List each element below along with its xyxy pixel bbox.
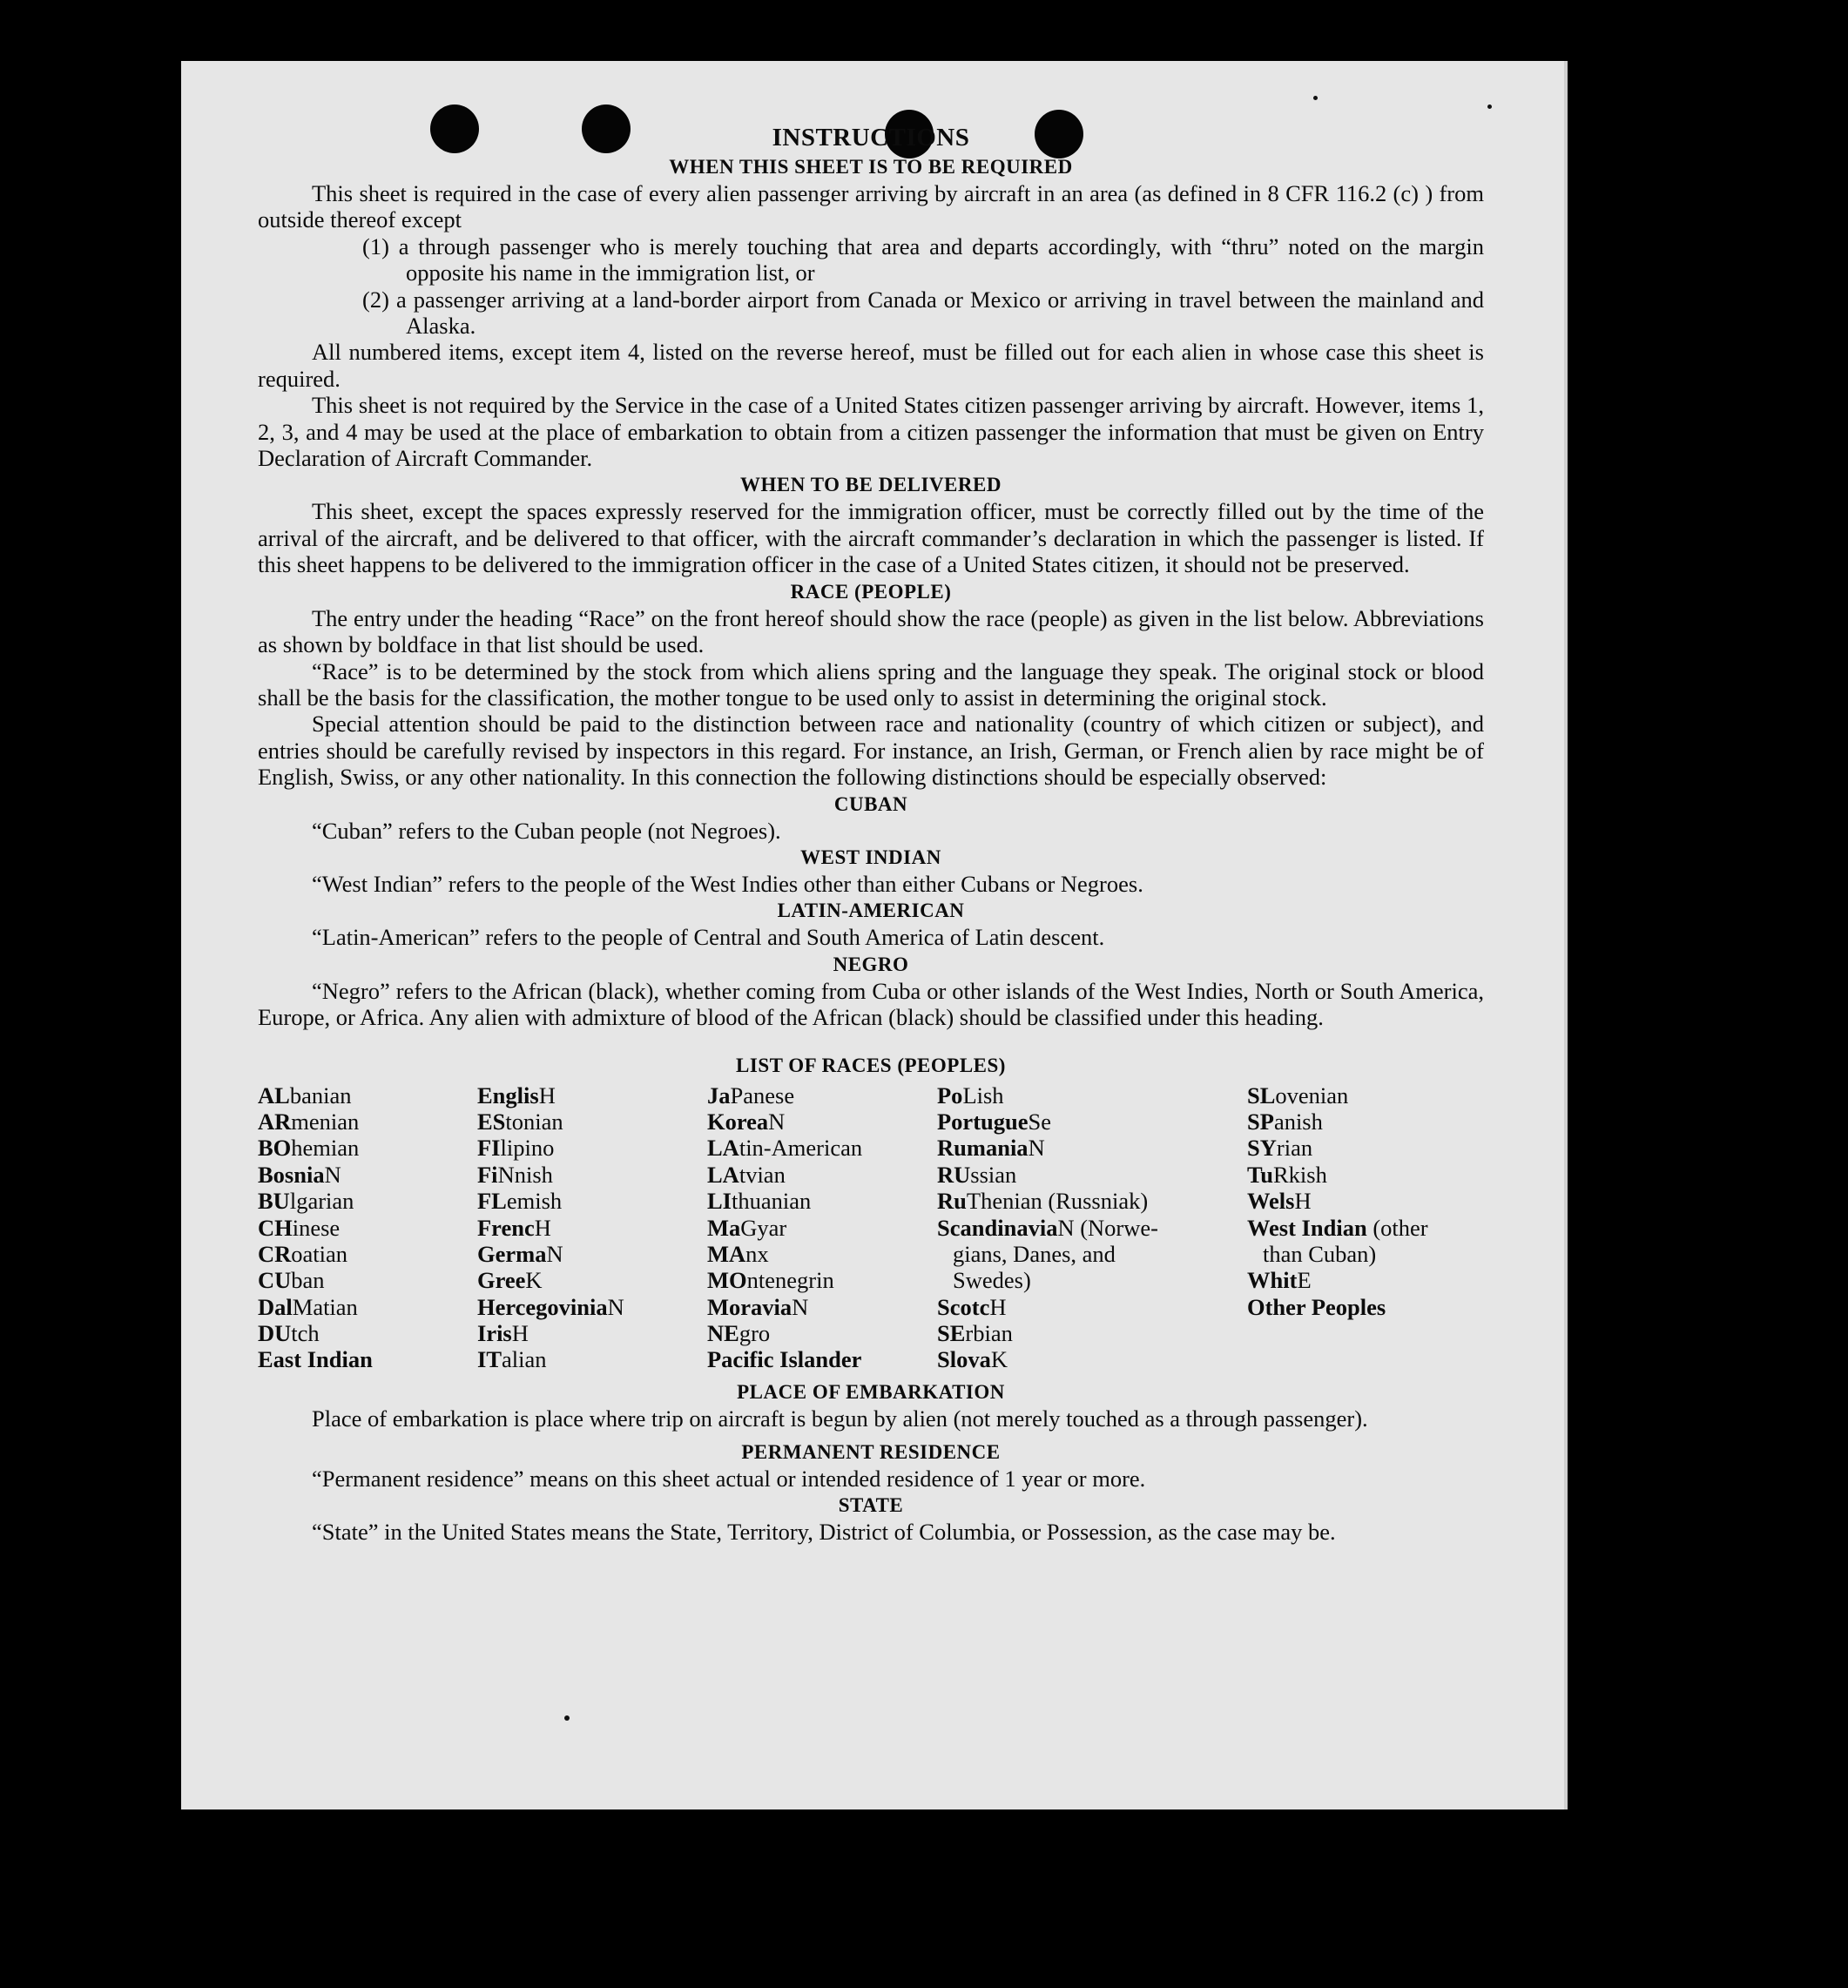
race-abbrev: DU — [258, 1320, 292, 1347]
race-entry — [707, 1188, 862, 1214]
race-abbrev: West Indian — [1247, 1214, 1367, 1241]
paragraph: Place of embarkation is place where trip on aircraft is begun by alien (not merely touched as a through passenger). — [312, 1405, 1368, 1432]
section-title: LIST OF RACES (PEOPLES) — [736, 1054, 1006, 1076]
race-rest: Swedes) — [953, 1267, 1031, 1294]
section-title: WHEN THIS SHEET IS TO BE REQUIRED — [669, 156, 1073, 178]
section-title: NEGRO — [833, 953, 909, 975]
race-entry — [707, 1320, 862, 1346]
race-abbrev: BU — [258, 1188, 290, 1215]
race-abbrev: Iris — [477, 1320, 512, 1347]
race-abbrev: CH — [258, 1214, 293, 1241]
race-entry — [1247, 1267, 1428, 1293]
race-entry — [258, 1109, 373, 1135]
race-abbrev: Whit — [1247, 1267, 1298, 1294]
race-rest: nx — [745, 1240, 769, 1267]
race-column — [477, 1082, 624, 1373]
race-entry — [258, 1135, 373, 1161]
paragraph: “Race” is to be determined by the stock from which aliens spring and the language they speak. The original stock or blood shall be the basis for the classification, the mother tongue to be used only to assist in determining the original stock. — [258, 657, 1484, 711]
instructions-content — [258, 122, 1484, 1546]
race-entry — [258, 1215, 373, 1241]
race-abbrev: LI — [707, 1188, 732, 1215]
race-rest: Lish — [962, 1082, 1004, 1109]
race-entry — [1247, 1188, 1428, 1214]
race-entry — [937, 1215, 1158, 1241]
race-abbrev: Rumania — [937, 1135, 1029, 1162]
race-abbrev: Ru — [937, 1188, 967, 1215]
race-entry — [477, 1267, 624, 1293]
race-abbrev: CR — [258, 1240, 292, 1267]
document-sheet — [181, 61, 1568, 1809]
race-abbrev: SE — [937, 1320, 966, 1347]
definition: “Cuban” refers to the Cuban people (not Negroes). — [312, 817, 781, 844]
list-item: (2) a passenger arriving at a land-border airport from Canada or Mexico or arriving in travel between the mainland and Alaska. — [362, 286, 1484, 340]
race-rest: ban — [291, 1267, 325, 1294]
race-entry — [477, 1346, 624, 1372]
race-rest: tonian — [505, 1108, 563, 1135]
race-abbrev: Pacific Islander — [707, 1346, 862, 1373]
race-rest: menian — [291, 1108, 360, 1135]
race-entry — [258, 1320, 373, 1346]
race-rest: alian — [502, 1346, 547, 1373]
definition: “West Indian” refers to the people of the West Indies other than either Cubans or Negroes. — [312, 870, 1143, 897]
race-entry — [937, 1109, 1158, 1135]
race-entry — [258, 1267, 373, 1293]
race-abbrev: IT — [477, 1346, 502, 1373]
race-rest: tin-American — [739, 1135, 863, 1162]
race-entry — [937, 1320, 1158, 1346]
speck — [564, 1715, 570, 1721]
race-rest: hemian — [291, 1135, 360, 1162]
race-abbrev: CU — [258, 1267, 292, 1294]
race-entry — [937, 1267, 1158, 1293]
race-rest: anish — [1273, 1108, 1323, 1135]
race-entry — [1247, 1294, 1428, 1320]
race-abbrev: Gree — [477, 1267, 526, 1294]
race-rest: N — [768, 1108, 786, 1135]
race-rest: H — [989, 1293, 1007, 1320]
paragraph: “Permanent residence” means on this sheet actual or intended residence of 1 year or more. — [312, 1465, 1146, 1492]
race-abbrev: Englis — [477, 1082, 539, 1109]
race-rest: than Cuban) — [1263, 1240, 1377, 1267]
race-entry — [937, 1135, 1158, 1161]
race-rest: H — [534, 1214, 551, 1241]
race-entry — [707, 1215, 862, 1241]
race-abbrev: Bosnia — [258, 1161, 325, 1188]
race-abbrev: Slova — [937, 1346, 991, 1373]
race-column — [258, 1082, 373, 1373]
race-rest: lipino — [500, 1135, 555, 1162]
race-entry — [707, 1109, 862, 1135]
race-rest: tvian — [739, 1161, 786, 1188]
race-rest: rbian — [965, 1320, 1013, 1347]
race-rest: Thenian (Russniak) — [966, 1188, 1149, 1215]
race-rest: lgarian — [289, 1188, 354, 1215]
race-entry — [937, 1188, 1158, 1214]
race-column — [707, 1082, 862, 1373]
race-abbrev: Portugue — [937, 1108, 1029, 1135]
race-rest: N — [1028, 1135, 1045, 1162]
race-rest: thuanian — [732, 1188, 812, 1215]
section-title: LATIN-AMERICAN — [777, 900, 965, 922]
race-rest: ssian — [970, 1161, 1017, 1188]
paragraph: Special attention should be paid to the distinction between race and nationality (country of which citizen or subject), and entries should be carefully revised by inspectors in this regard. For instance, an Irish, German, or French alien by race might be of English, Swiss, or any other nationality. In this connection the following distinctions should be especially observed: — [258, 711, 1484, 791]
race-entry — [477, 1135, 624, 1161]
race-abbrev: Ma — [707, 1214, 741, 1241]
race-abbrev: Scotc — [937, 1293, 990, 1320]
race-entry — [707, 1135, 862, 1161]
race-rest: gro — [739, 1320, 771, 1347]
paragraph: “State” in the United States means the State, Territory, District of Columbia, or Possession, as the case may be. — [312, 1519, 1336, 1546]
race-rest: rian — [1276, 1135, 1313, 1162]
race-entry — [937, 1162, 1158, 1188]
race-entry — [477, 1241, 624, 1267]
race-entry — [707, 1346, 862, 1372]
race-entry — [707, 1241, 862, 1267]
race-rest: ovenian — [1275, 1082, 1349, 1109]
race-entry — [477, 1215, 624, 1241]
race-abbrev: FL — [477, 1188, 507, 1215]
race-entry — [1247, 1109, 1428, 1135]
race-entry — [707, 1294, 862, 1320]
race-rest: gians, Danes, and — [953, 1240, 1116, 1267]
race-rest: N — [607, 1293, 624, 1320]
race-rest: N — [792, 1293, 809, 1320]
race-abbrev: SL — [1247, 1082, 1276, 1109]
race-abbrev: Dal — [258, 1293, 293, 1320]
race-abbrev: Tu — [1247, 1161, 1273, 1188]
race-entry — [937, 1082, 1158, 1109]
race-rest: Matian — [292, 1293, 358, 1320]
definition: “Negro” refers to the African (black), whether coming from Cuba or other islands of the West Indies, North or South America, Europe, or Africa. Any alien with admixture of blood of the African (black) should be classified under this heading. — [258, 977, 1484, 1031]
race-abbrev: Moravia — [707, 1293, 792, 1320]
race-entry — [1247, 1241, 1428, 1267]
race-entry — [707, 1082, 862, 1109]
race-entry — [1247, 1215, 1428, 1241]
race-entry — [707, 1162, 862, 1188]
race-abbrev: MO — [707, 1267, 747, 1294]
section-title: PERMANENT RESIDENCE — [741, 1440, 1001, 1463]
race-abbrev: Ja — [707, 1082, 731, 1109]
race-abbrev: Scandinavia — [937, 1214, 1058, 1241]
race-rest: N — [324, 1161, 341, 1188]
race-rest: H — [511, 1320, 529, 1347]
race-entry — [477, 1320, 624, 1346]
race-abbrev: Fi — [477, 1161, 498, 1188]
race-rest: K — [990, 1346, 1008, 1373]
race-abbrev: MA — [707, 1240, 746, 1267]
paragraph: This sheet is required in the case of every alien passenger arriving by aircraft in an area (as defined in 8 CFR 116.2 (c) ) from outside thereof except — [258, 180, 1484, 233]
race-rest: emish — [506, 1188, 563, 1215]
race-entry — [477, 1162, 624, 1188]
race-list — [258, 1082, 1484, 1378]
race-rest: H — [538, 1082, 556, 1109]
race-entry — [477, 1082, 624, 1109]
race-entry — [258, 1188, 373, 1214]
race-rest: E — [1297, 1267, 1312, 1294]
race-abbrev: ES — [477, 1108, 506, 1135]
race-entry — [707, 1267, 862, 1293]
section-title: CUBAN — [833, 792, 908, 815]
race-entry — [258, 1241, 373, 1267]
race-column — [937, 1082, 1158, 1373]
race-entry — [937, 1346, 1158, 1372]
paragraph: The entry under the heading “Race” on the front hereof should show the race (people) as given in the list below. Abbreviations as shown by boldface in that list should be used. — [258, 604, 1484, 658]
race-abbrev: Other Peoples — [1247, 1293, 1386, 1320]
race-abbrev: East Indian — [258, 1346, 373, 1373]
race-abbrev: LA — [707, 1161, 739, 1188]
race-abbrev: Wels — [1247, 1188, 1295, 1215]
race-rest: Rkish — [1272, 1161, 1327, 1188]
race-entry — [258, 1082, 373, 1109]
race-abbrev: AR — [258, 1108, 292, 1135]
race-entry — [477, 1109, 624, 1135]
race-abbrev: Po — [937, 1082, 963, 1109]
race-abbrev: LA — [707, 1135, 739, 1162]
race-rest: Panese — [730, 1082, 795, 1109]
race-abbrev: SP — [1247, 1108, 1274, 1135]
race-rest: Nnish — [497, 1161, 553, 1188]
race-abbrev: Germa — [477, 1240, 547, 1267]
race-entry — [937, 1241, 1158, 1267]
race-rest: tch — [291, 1320, 320, 1347]
race-entry — [477, 1188, 624, 1214]
race-abbrev: AL — [258, 1082, 290, 1109]
race-abbrev: FI — [477, 1135, 501, 1162]
speck — [1487, 104, 1492, 109]
speck — [1313, 96, 1318, 100]
race-rest: K — [525, 1267, 543, 1294]
race-abbrev: Frenc — [477, 1214, 535, 1241]
race-entry — [477, 1294, 624, 1320]
race-rest: Se — [1028, 1108, 1052, 1135]
paragraph: All numbered items, except item 4, listed on the reverse hereof, must be filled out for each alien in whose case this sheet is required. — [258, 339, 1484, 392]
race-rest: N (Norwe- — [1057, 1214, 1158, 1241]
race-entry — [937, 1294, 1158, 1320]
race-rest: ntenegrin — [746, 1267, 834, 1294]
race-rest: (other — [1366, 1214, 1428, 1241]
race-entry — [1247, 1162, 1428, 1188]
definition: “Latin-American” refers to the people of Central and South America of Latin descent. — [312, 924, 1105, 951]
race-rest: Gyar — [740, 1214, 787, 1241]
race-entry — [258, 1294, 373, 1320]
list-item: (1) a through passenger who is merely touching that area and departs accordingly, with “thru” noted on the margin opposite his name in the immigration list, or — [362, 232, 1484, 286]
race-abbrev: Hercegovinia — [477, 1293, 608, 1320]
race-abbrev: NE — [707, 1320, 739, 1347]
race-entry — [1247, 1082, 1428, 1109]
race-column — [1247, 1082, 1428, 1321]
race-abbrev: BO — [258, 1135, 292, 1162]
section-title: STATE — [838, 1494, 904, 1517]
section-title: WEST INDIAN — [800, 846, 941, 868]
race-abbrev: Korea — [707, 1108, 769, 1135]
paragraph: This sheet is not required by the Service in the case of a United States citizen passenger arriving by aircraft. However, items 1, 2, 3, and 4 may be used at the place of embarkation to obtain from a citizen passenger the information that must be given on Entry Declaration of Aircraft Commander. — [258, 392, 1484, 472]
race-entry — [258, 1162, 373, 1188]
section-title: RACE (PEOPLE) — [790, 580, 952, 603]
race-rest: H — [1294, 1188, 1312, 1215]
paragraph: This sheet, except the spaces expressly reserved for the immigration officer, must be correctly filled out by the time of the arrival of the aircraft, and be delivered to that officer, with the aircraft commander’s declaration in which the passenger is listed. If this sheet happens to be delivered to the immigration officer in the case of a United States citizen, it should not be preserved. — [258, 498, 1484, 578]
race-rest: banian — [289, 1082, 352, 1109]
race-entry — [258, 1346, 373, 1372]
page-title: INSTRUCTIONS — [772, 124, 970, 152]
section-title: WHEN TO BE DELIVERED — [740, 474, 1002, 496]
race-abbrev: RU — [937, 1161, 971, 1188]
section-title: PLACE OF EMBARKATION — [737, 1380, 1005, 1403]
race-rest: inese — [292, 1214, 341, 1241]
race-rest: N — [546, 1240, 563, 1267]
race-rest: oatian — [291, 1240, 348, 1267]
race-abbrev: SY — [1247, 1135, 1277, 1162]
race-entry — [1247, 1135, 1428, 1161]
